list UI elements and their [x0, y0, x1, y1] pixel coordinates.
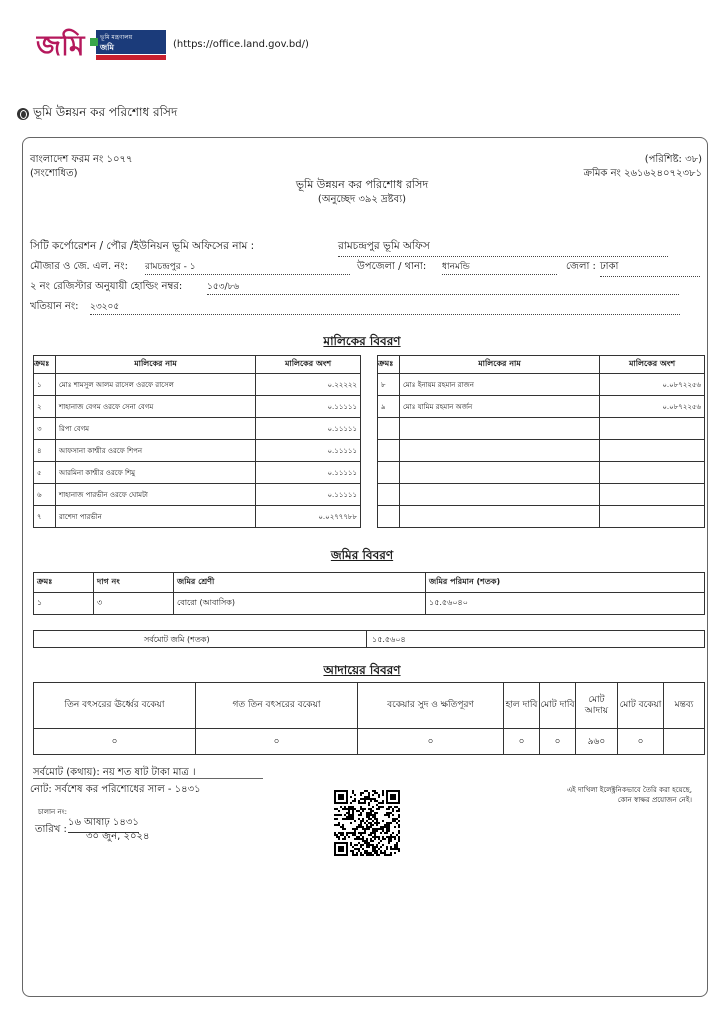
last3-value: ০ — [196, 729, 358, 755]
total-demand-header: মোট দাবি — [540, 683, 576, 729]
owner-sl: ১ — [34, 374, 56, 396]
owner-sl: ৭ — [34, 506, 56, 528]
svg-text:ভূমি মন্ত্রণালয়: ভূমি মন্ত্রণালয় — [100, 34, 133, 41]
table-row — [34, 396, 361, 418]
land-dag: ৩ — [94, 593, 174, 615]
date-bangla: ১৬ আষাঢ় ১৪৩১ — [68, 815, 139, 833]
table-row — [378, 374, 705, 396]
upazila-label: উপজেলা / থানা: — [357, 261, 427, 272]
land-section-title: জমির বিবরণ — [330, 548, 394, 562]
owners-table-left — [33, 355, 361, 528]
land-class: বোরো (আবাসিক) — [174, 593, 426, 615]
owner-share — [600, 506, 705, 528]
owner-share — [600, 418, 705, 440]
current-demand-value: ০ — [504, 729, 540, 755]
globe-icon — [17, 108, 29, 120]
table-row — [34, 484, 361, 506]
holding-value: ১৫৩/৮৬ — [207, 279, 679, 295]
table-row — [34, 506, 361, 528]
owner-sl: ২ — [34, 396, 56, 418]
current-demand-header: হাল দাবি — [504, 683, 540, 729]
table-row — [34, 462, 361, 484]
mouza-value: রামচন্দ্রপুর - ১ — [145, 259, 350, 275]
land-class-header: জমির শ্রেণী — [174, 573, 426, 593]
total-due-value: ০ — [618, 729, 664, 755]
total-due-header: মোট বকেয়া — [618, 683, 664, 729]
table-row — [378, 506, 705, 528]
owner-name-header: মালিকের নাম — [56, 356, 256, 374]
owner-sl: ৬ — [34, 484, 56, 506]
land-table — [33, 572, 705, 615]
table-row — [378, 440, 705, 462]
owner-share: ০.০৮৭২২৫৬ — [600, 374, 705, 396]
date-label: তারিখ : — [35, 824, 67, 835]
owner-sl-header: ক্রমঃ — [34, 356, 56, 374]
owner-share: ০.০২৭৭৭৮৮ — [256, 506, 361, 528]
last-payment-note: নোট: সর্বশেষ কর পরিশোধের সাল - ১৪৩১ — [30, 784, 201, 795]
owners-table-right — [377, 355, 705, 528]
owner-name: আফসানা কাশ্মীর ওরফে শিপন — [56, 440, 256, 462]
owner-share: ০.১১১১১ — [256, 396, 361, 418]
table-row — [378, 418, 705, 440]
divider — [33, 778, 263, 779]
owner-share: ০.০৮৭২২৫৬ — [600, 396, 705, 418]
svg-text:জমি: জমি — [36, 29, 85, 62]
office-label: সিটি কর্পোরেশন / পৌর /ইউনিয়ন ভূমি অফিসের নাম : — [30, 240, 255, 252]
electronic-note-line2: কোন স্বাক্ষর প্রয়োজন নেই। — [617, 796, 692, 804]
owner-name: রিপা বেগম — [56, 418, 256, 440]
owner-sl — [378, 462, 400, 484]
owner-name: মোঃ শামসুল আলম রাসেল ওরফে রাসেল — [56, 374, 256, 396]
owner-sl: ৯ — [378, 396, 400, 418]
office-value: রামচন্দ্রপুর ভূমি অফিস — [338, 239, 668, 257]
owner-share — [600, 440, 705, 462]
land-dag-header: দাগ নং — [94, 573, 174, 593]
owner-share: ০.১১১১১ — [256, 440, 361, 462]
form-number: বাংলাদেশ ফরম নং ১০৭৭ — [30, 154, 133, 165]
owner-name: মোঃ যামিম রহমান অর্জন — [400, 396, 600, 418]
remarks-header: মন্তব্য — [664, 683, 705, 729]
appendix-number: (পরিশিষ্ট: ৩৮) — [644, 154, 702, 165]
date-english: ৩০ জুন, ২০২৪ — [86, 831, 150, 842]
owner-share: ০.১১১১১ — [256, 418, 361, 440]
page-heading — [17, 104, 177, 124]
total-land-divider — [366, 631, 367, 647]
owner-name — [400, 484, 600, 506]
remarks-value — [664, 729, 705, 755]
last3-header: গত তিন বৎসরের বকেয়া — [196, 683, 358, 729]
owner-name — [400, 506, 600, 528]
khatian-value: ২৩২০৫ — [90, 299, 680, 315]
land-area-header: জমির পরিমান (শতক) — [426, 573, 705, 593]
mouza-label: মৌজার ও জে. এল. নং: — [30, 261, 128, 272]
owner-sl: ৩ — [34, 418, 56, 440]
table-row — [378, 396, 705, 418]
total-paid-value: ৯৬০ — [576, 729, 618, 755]
site-url[interactable]: (https://office.land.gov.bd/) — [173, 39, 309, 50]
electronic-note-line1: এই দাখিলা ইলেক্ট্রনিকভাবে তৈরি করা হয়েছে, — [566, 786, 692, 794]
table-row — [378, 484, 705, 506]
collection-section-title: আদায়ের বিবরণ — [323, 663, 401, 677]
serial-number: ক্রমিক নং ২৬১৬২৪০৭২৩৮১ — [583, 168, 702, 179]
interest-value: ০ — [358, 729, 504, 755]
owner-name: মোঃ ইনায়ম রহমান রাজন — [400, 374, 600, 396]
upazila-value: ধানমন্ডি — [442, 259, 557, 275]
total-land-label: সর্বমোট জমি (শতক) — [144, 635, 210, 644]
table-row — [378, 462, 705, 484]
svg-text:জমি: জমি — [100, 43, 114, 52]
total-land-value: ১৫.৫৬০৪ — [372, 635, 406, 644]
owner-share — [600, 484, 705, 506]
owner-sl — [378, 418, 400, 440]
qr-code-icon — [334, 790, 400, 856]
khatian-label: খতিয়ান নং: — [30, 301, 79, 312]
district-value: ঢাকা — [600, 259, 700, 277]
owner-share-header: মালিকের অংশ — [600, 356, 705, 374]
land-area: ১৫.৫৬০৪০ — [426, 593, 705, 615]
owner-sl — [378, 506, 400, 528]
receipt-subtitle: (অনুচ্ছেদ ৩৯২ দ্রষ্টব্য) — [317, 194, 407, 205]
challan-label: চালান নং: — [38, 808, 68, 816]
over3-value: ০ — [34, 729, 196, 755]
owner-name — [400, 462, 600, 484]
table-row — [34, 440, 361, 462]
owner-name — [400, 418, 600, 440]
owners-section-title: মালিকের বিবরণ — [323, 334, 401, 348]
owner-sl — [378, 484, 400, 506]
receipt-title: ভূমি উন্নয়ন কর পরিশোধ রসিদ — [295, 178, 429, 191]
owner-share — [600, 462, 705, 484]
total-in-words: সর্বমোট (কথায়): নয় শত ষাট টাকা মাত্র । — [33, 767, 196, 778]
total-land-row — [33, 630, 705, 648]
owner-name — [400, 440, 600, 462]
owner-sl: ৪ — [34, 440, 56, 462]
owner-sl: ৫ — [34, 462, 56, 484]
owner-name: শাহানাজ পারভীন ওরফে ঘোমটা — [56, 484, 256, 506]
table-row — [34, 593, 705, 615]
total-demand-value: ০ — [540, 729, 576, 755]
table-row — [34, 418, 361, 440]
owner-name: আরমিনা কাশ্মীর ওরফে শিমু — [56, 462, 256, 484]
land-sl-header: ক্রমঃ — [34, 573, 94, 593]
owner-sl: ৮ — [378, 374, 400, 396]
table-row — [34, 374, 361, 396]
district-label: জেলা : — [566, 261, 596, 272]
holding-label: ২ নং রেজিস্টার অনুযায়ী হোল্ডিং নম্বর: — [30, 281, 183, 292]
owner-sl-header: ক্রমঃ — [378, 356, 400, 374]
owner-sl — [378, 440, 400, 462]
owner-share: ০.২২২২২ — [256, 374, 361, 396]
page-heading-text: ভূমি উন্নয়ন কর পরিশোধ রসিদ — [33, 105, 178, 119]
interest-header: বকেয়ার সুদ ও ক্ষতিপূরণ — [358, 683, 504, 729]
collection-table — [33, 682, 705, 755]
owner-share: ০.১১১১১ — [256, 484, 361, 506]
form-revised: (সংশোধিত) — [30, 168, 78, 179]
owner-name: শাহানাজ বেগম ওরফে সেনা বেগম — [56, 396, 256, 418]
owner-share-header: মালিকের অংশ — [256, 356, 361, 374]
owner-name: রাশেদা পারভীন — [56, 506, 256, 528]
over3-header: তিন বৎসরের ঊর্ধ্বের বকেয়া — [34, 683, 196, 729]
owner-share: ০.১১১১১ — [256, 462, 361, 484]
total-paid-header: মোট আদায় — [576, 683, 618, 729]
land-logo — [36, 28, 168, 62]
land-sl: ১ — [34, 593, 94, 615]
table-row — [34, 729, 705, 755]
owner-name-header: মালিকের নাম — [400, 356, 600, 374]
